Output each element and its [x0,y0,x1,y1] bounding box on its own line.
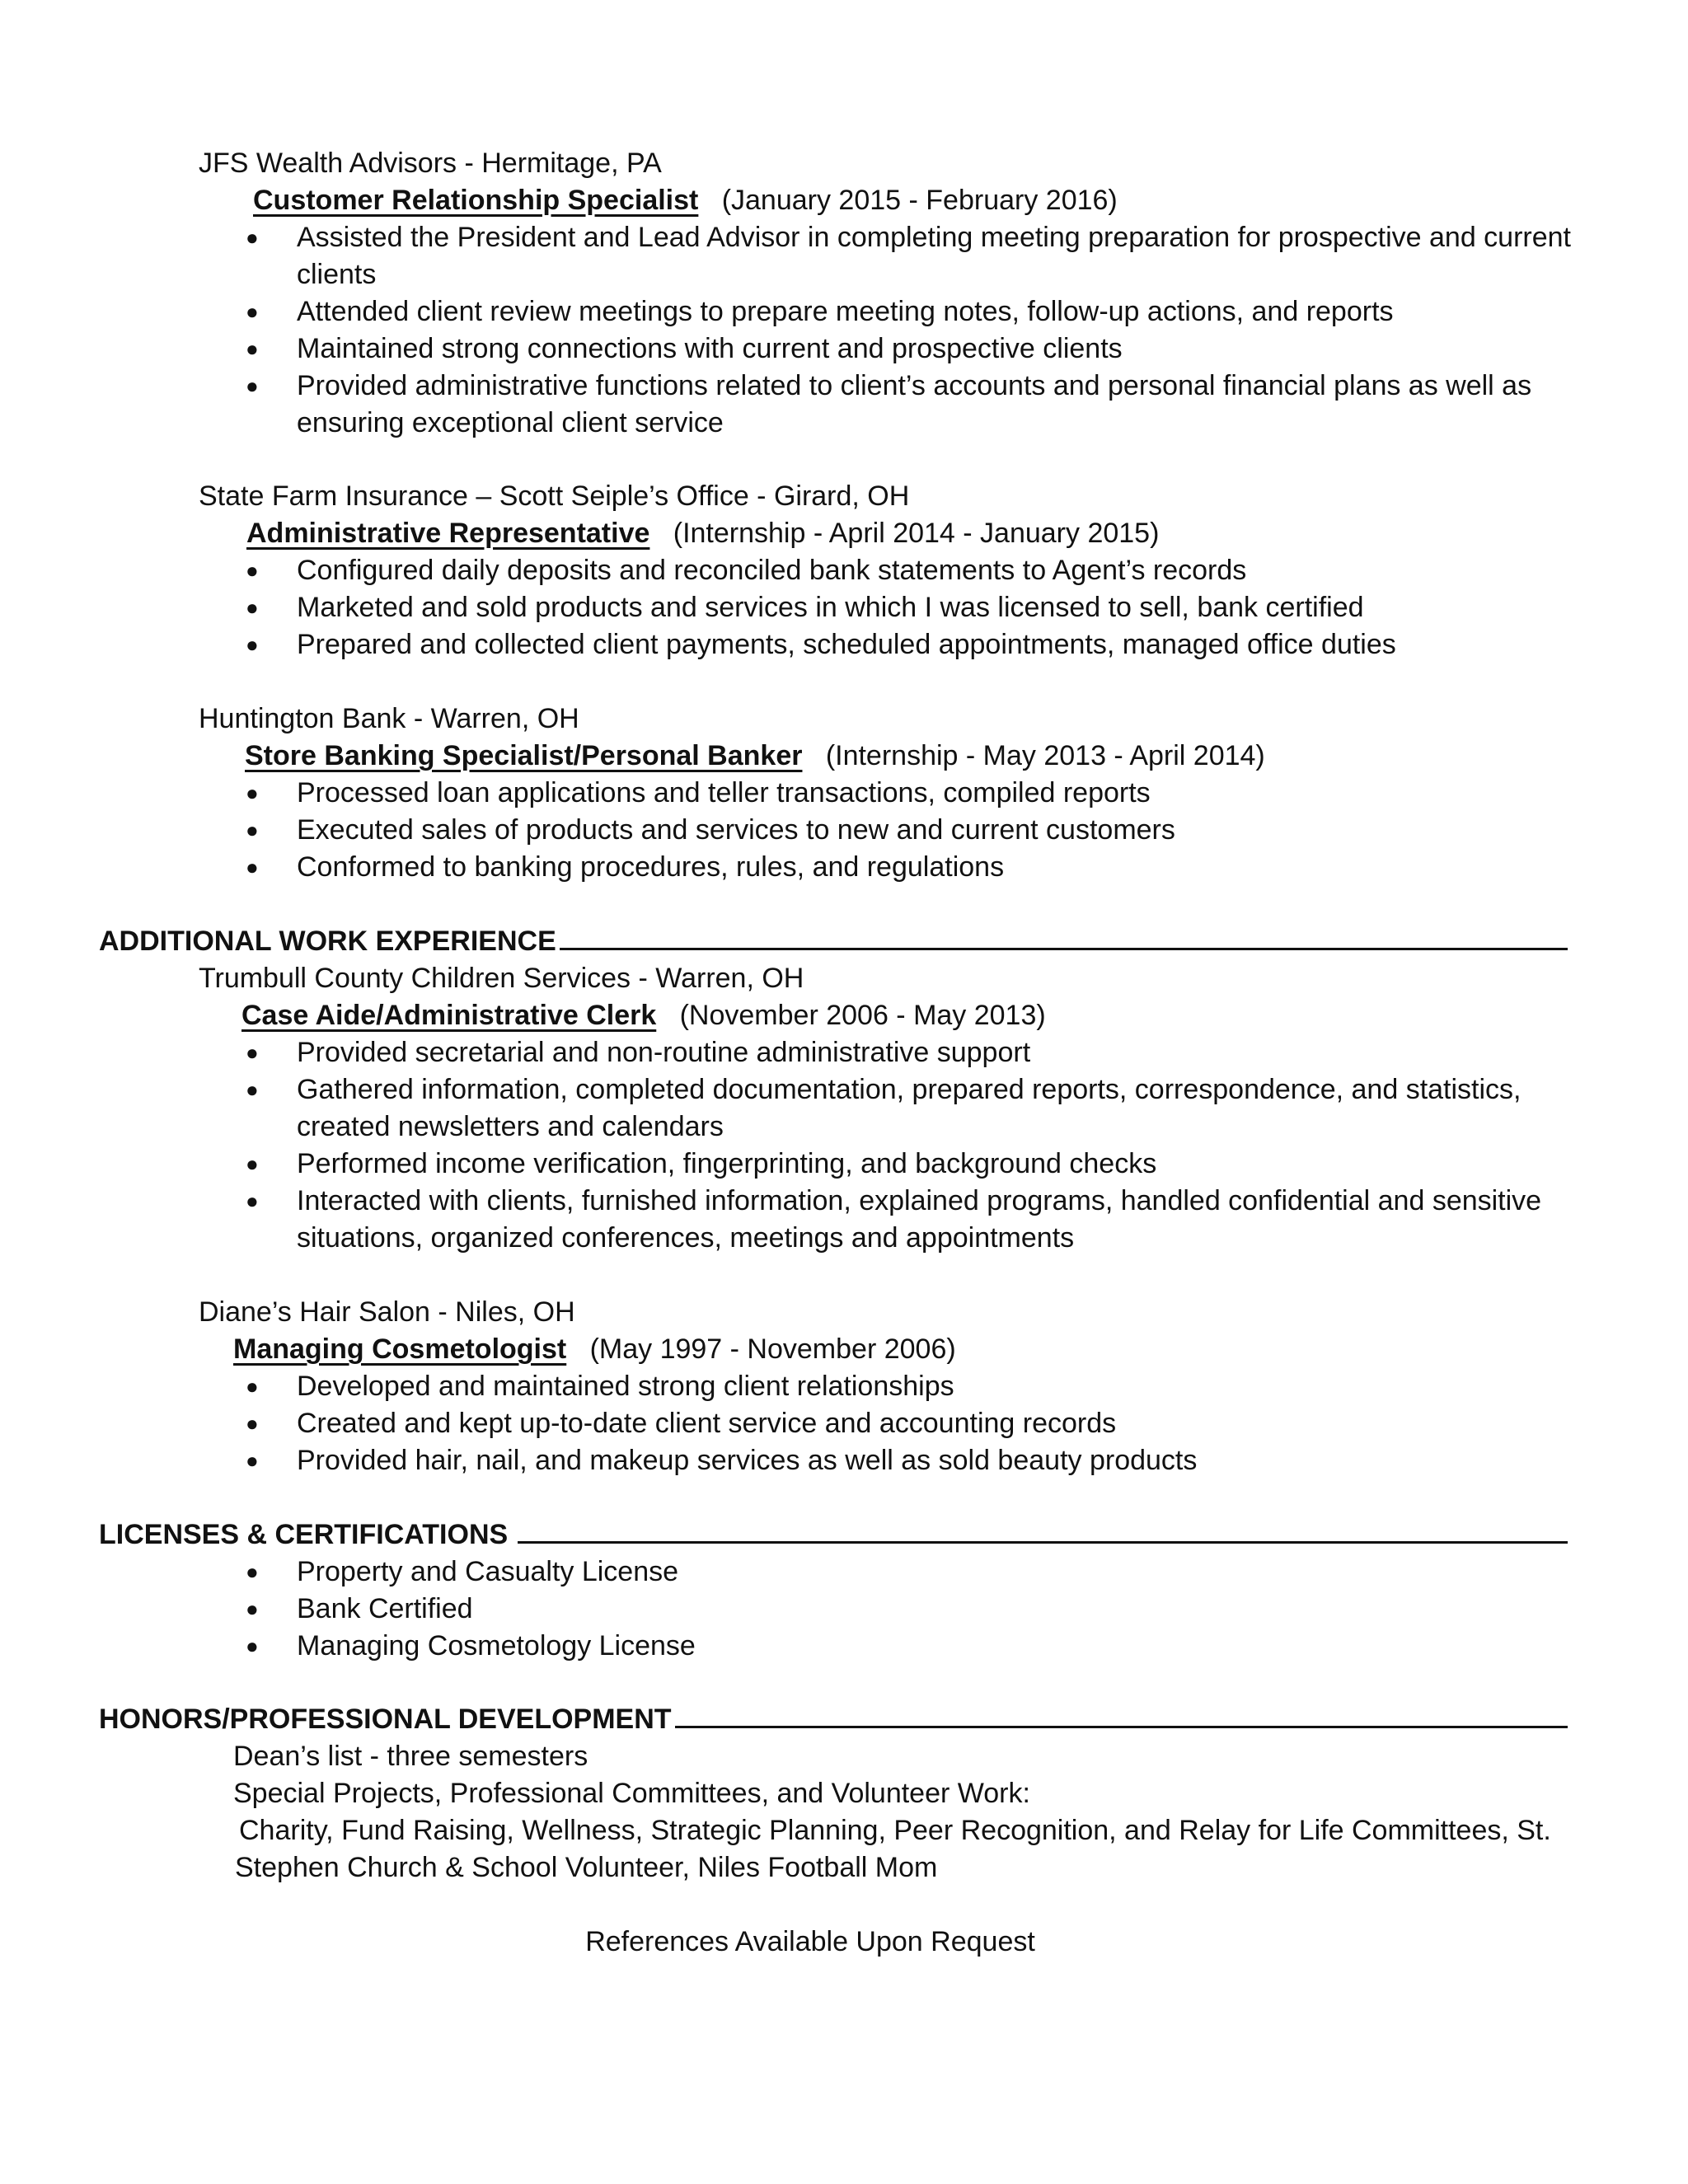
job-bullets [246,219,1599,442]
honors-line: Dean’s list - three semesters [233,1741,588,1772]
list-item: ● Gathered information, completed documentation, prepared reports, correspondence, and statistics, created newsletters and calendars [246,1071,1599,1146]
bullet-icon: ● [246,780,259,805]
bullet-icon: ● [246,1633,259,1658]
job-title: Managing Cosmetologist [233,1333,567,1365]
job-company: JFS Wealth Advisors - Hermitage, PA [199,148,662,179]
list-item: ● Marketed and sold products and services in which I was licensed to sell, bank certified [246,589,1599,626]
list-item: ● Executed sales of products and services to new and current customers [246,812,1599,849]
bullet-icon: ● [246,1448,259,1473]
job-title-line [241,997,1046,1034]
section-heading-honors: HONORS/PROFESSIONAL DEVELOPMENT [99,1701,1568,1738]
bullet-icon: ● [246,1077,259,1102]
job-title-line [233,1331,956,1368]
job-title: Administrative Representative [246,518,650,549]
bullet-icon: ● [246,855,259,879]
job-dates: (Internship - April 2014 - January 2015) [673,518,1160,549]
bullet-icon: ● [246,1188,259,1213]
bullet-icon: ● [246,1040,259,1065]
list-item: ● Managing Cosmetology License [246,1628,1599,1665]
job-dates: (January 2015 - February 2016) [721,185,1118,216]
job-title: Customer Relationship Specialist [253,185,699,216]
job-bullets [246,775,1599,886]
list-item: ● Prepared and collected client payments, scheduled appointments, managed office duties [246,626,1599,663]
heading-rule [518,1516,1568,1544]
list-item: ● Conformed to banking procedures, rules, and regulations [246,849,1599,886]
bullet-icon: ● [246,1411,259,1436]
bullet-icon: ● [246,1151,259,1176]
honors-line: Charity, Fund Raising, Wellness, Strategic Planning, Peer Recognition, and Relay for Life Committees, St. [239,1815,1551,1846]
bullet-icon: ● [246,336,259,361]
bullet-icon: ● [246,299,259,324]
bullet-icon: ● [246,632,259,657]
list-item: ● Provided hair, nail, and makeup services as well as sold beauty products [246,1442,1599,1479]
job-dates: (Internship - May 2013 - April 2014) [825,740,1265,771]
job-company: Trumbull County Children Services - Warren, OH [199,963,804,994]
job-dates: (November 2006 - May 2013) [679,1000,1046,1031]
job-title: Case Aide/Administrative Clerk [241,1000,657,1031]
list-item: ● Interacted with clients, furnished information, explained programs, handled confidential and sensitive situations, organized conferences, meetings and appointments [246,1183,1599,1257]
list-item: ● Configured daily deposits and reconciled bank statements to Agent’s records [246,552,1599,589]
list-item: ● Provided administrative functions related to client’s accounts and personal financial plans as well as ensuring exceptional client service [246,368,1599,442]
list-item: ● Attended client review meetings to prepare meeting notes, follow-up actions, and reports [246,293,1599,330]
section-heading-additional: ADDITIONAL WORK EXPERIENCE [99,923,1568,960]
bullet-icon: ● [246,373,259,398]
job-bullets [246,1368,1599,1479]
bullet-icon: ● [246,558,259,583]
bullet-icon: ● [246,225,259,250]
list-item: ● Maintained strong connections with current and prospective clients [246,330,1599,368]
job-company: Huntington Bank - Warren, OH [199,703,579,734]
job-company: State Farm Insurance – Scott Seiple’s Office - Girard, OH [199,480,910,512]
bullet-icon: ● [246,1559,259,1584]
honors-line: Special Projects, Professional Committees, and Volunteer Work: [233,1778,1030,1809]
bullet-icon: ● [246,1596,259,1621]
list-item: ● Performed income verification, fingerprinting, and background checks [246,1146,1599,1183]
job-title: Store Banking Specialist/Personal Banker [245,740,803,771]
job-bullets [246,552,1599,663]
list-item: ● Processed loan applications and teller transactions, compiled reports [246,775,1599,812]
license-list [246,1554,1599,1665]
bullet-icon: ● [246,818,259,842]
references-note: References Available Upon Request [585,1926,1035,1957]
job-bullets [246,1034,1599,1257]
honors-line: Stephen Church & School Volunteer, Niles Football Mom [235,1852,938,1883]
list-item: ● Provided secretarial and non-routine administrative support [246,1034,1599,1071]
bullet-icon: ● [246,1374,259,1399]
list-item: ● Bank Certified [246,1591,1599,1628]
job-dates: (May 1997 - November 2006) [589,1333,956,1365]
section-heading-licenses: LICENSES & CERTIFICATIONS [99,1516,1568,1554]
job-title-line [245,738,1265,775]
list-item: ● Property and Casualty License [246,1554,1599,1591]
job-company: Diane’s Hair Salon - Niles, OH [199,1296,575,1328]
bullet-icon: ● [246,595,259,620]
list-item: ● Assisted the President and Lead Advisor in completing meeting preparation for prospective and current clients [246,219,1599,293]
job-title-line [246,515,1159,552]
heading-rule [560,923,1568,950]
list-item: ● Developed and maintained strong client relationships [246,1368,1599,1405]
job-title-line [253,182,1118,219]
list-item: ● Created and kept up-to-date client service and accounting records [246,1405,1599,1442]
heading-rule [675,1701,1568,1728]
